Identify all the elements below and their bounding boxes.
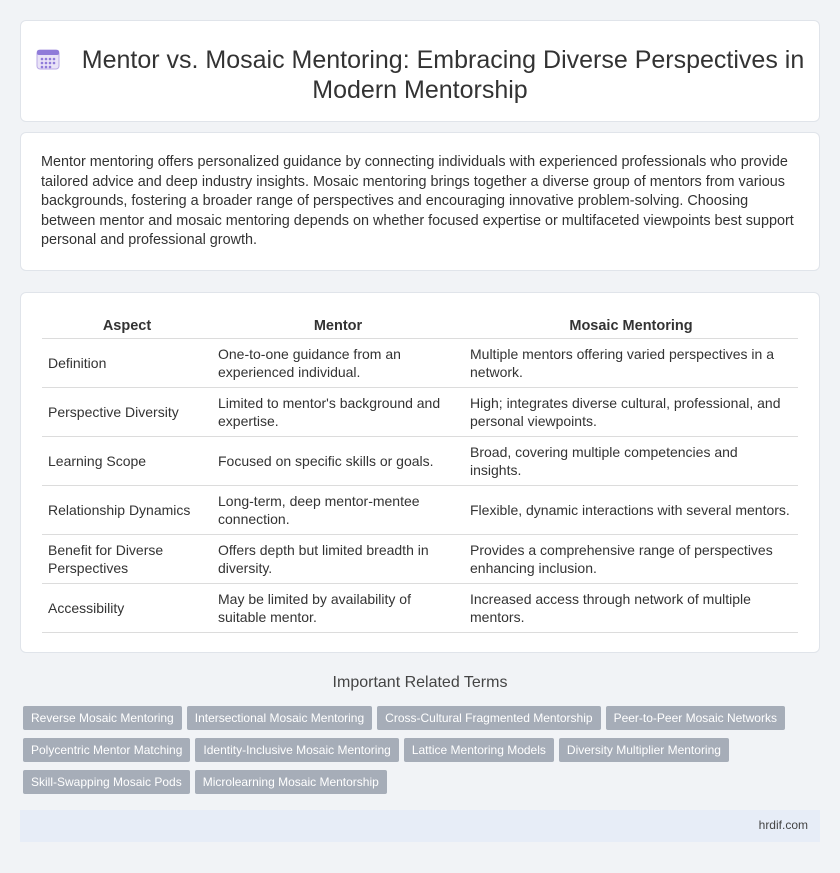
table-row [42,388,798,437]
intro-paragraph: Mentor mentoring offers personalized guidance by connecting individuals with experienced professionals who provide tailored advice and deep industry insights. Mosaic mentoring brings together a diverse group of mentors from various backgrounds, fostering a broader range of perspectives and encouraging innovative problem-solving. Choosing between mentor and mosaic mentoring depends on whether focused expertise or multifaceted viewpoints best support personal and professional growth. [41,154,794,249]
related-term-tag[interactable]: Reverse Mosaic Mentoring [23,706,182,730]
cell-aspect: Accessibility [42,584,212,633]
comparison-table [42,313,798,633]
related-terms-heading: Important Related Terms [332,674,508,691]
related-term-tag[interactable]: Identity-Inclusive Mosaic Mentoring [195,738,398,762]
related-term-tag[interactable]: Cross-Cultural Fragmented Mentorship [377,706,600,730]
cell-aspect: Perspective Diversity [42,388,212,437]
cell-mosaic: Broad, covering multiple competencies and insights. [464,437,798,486]
related-term-tag[interactable]: Microlearning Mosaic Mentorship [195,770,387,794]
cell-mentor: Long-term, deep mentor-mentee connection. [212,486,464,535]
related-terms-list [23,706,823,802]
footer [20,810,820,842]
cell-mosaic: Provides a comprehensive range of perspectives enhancing inclusion. [464,535,798,584]
cell-mentor: May be limited by availability of suitable mentor. [212,584,464,633]
cell-mosaic: Multiple mentors offering varied perspectives in a network. [464,339,798,388]
related-term-tag[interactable]: Polycentric Mentor Matching [23,738,190,762]
header-mosaic: Mosaic Mentoring [464,313,798,339]
cell-aspect: Benefit for Diverse Perspectives [42,535,212,584]
cell-mosaic: Increased access through network of multiple mentors. [464,584,798,633]
cell-mentor: Limited to mentor's background and expertise. [212,388,464,437]
intro-card [20,132,820,271]
related-term-tag[interactable]: Intersectional Mosaic Mentoring [187,706,372,730]
related-term-tag[interactable]: Peer-to-Peer Mosaic Networks [606,706,785,730]
cell-aspect: Learning Scope [42,437,212,486]
table-row [42,437,798,486]
related-term-tag[interactable]: Skill-Swapping Mosaic Pods [23,770,190,794]
cell-mentor: One-to-one guidance from an experienced individual. [212,339,464,388]
cell-mentor: Offers depth but limited breadth in diversity. [212,535,464,584]
page-title-text: Mentor vs. Mosaic Mentoring: Embracing Diverse Perspectives in Modern Mentorship [81,46,805,104]
cell-mentor: Focused on specific skills or goals. [212,437,464,486]
cell-aspect: Definition [42,339,212,388]
footer-site-link[interactable]: hrdif.com [758,818,808,832]
cell-mosaic: High; integrates diverse cultural, professional, and personal viewpoints. [464,388,798,437]
calendar-icon [36,48,60,70]
related-term-tag[interactable]: Diversity Multiplier Mentoring [559,738,729,762]
table-row [42,584,798,633]
table-row [42,339,798,388]
table-row [42,535,798,584]
cell-mosaic: Flexible, dynamic interactions with several mentors. [464,486,798,535]
cell-aspect: Relationship Dynamics [42,486,212,535]
header-mentor: Mentor [212,313,464,339]
related-term-tag[interactable]: Lattice Mentoring Models [404,738,554,762]
title-card [20,20,820,122]
table-row [42,486,798,535]
page-title [21,45,819,105]
comparison-card [20,292,820,653]
header-aspect: Aspect [42,313,212,339]
table-header-row [42,313,798,339]
